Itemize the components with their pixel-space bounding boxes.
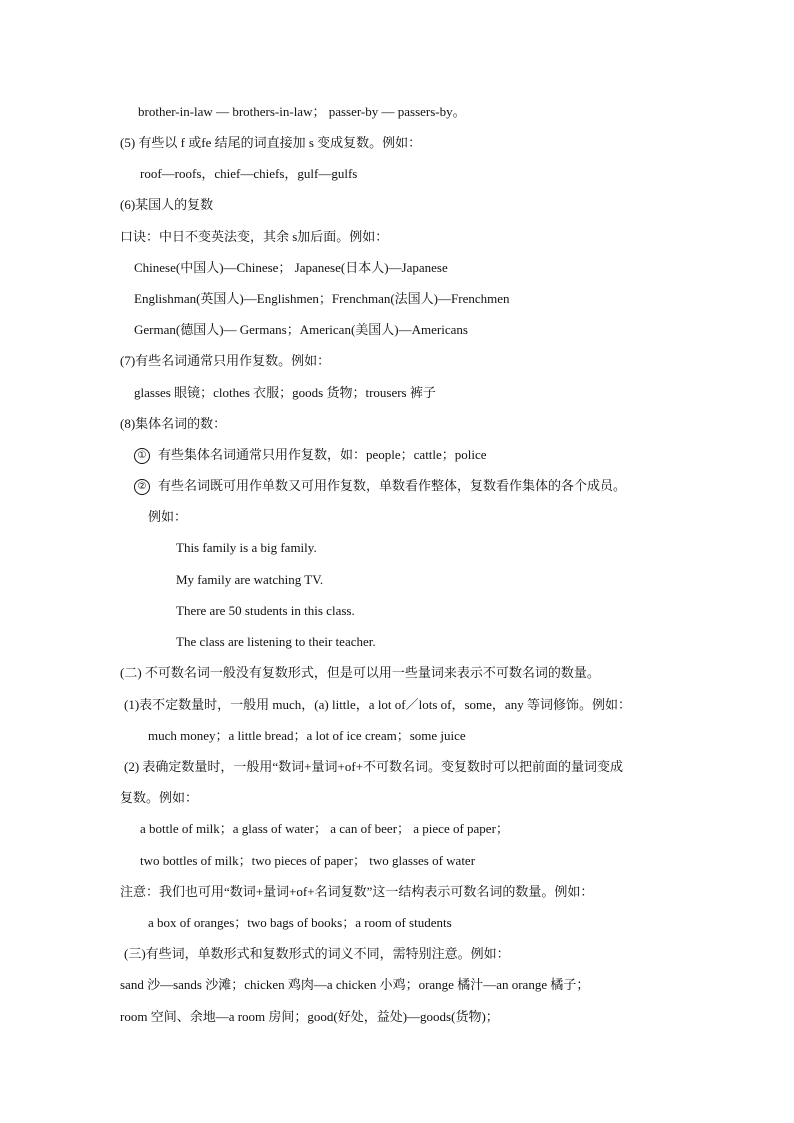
text-line: (6)某国人的复数 [120,197,214,212]
text-line: a bottle of milk；a glass of water； a can of beer； a piece of paper； [140,821,509,836]
text-line: room 空间、余地—a room 房间；good(好处，益处)—goods(货物)； [120,1009,499,1024]
text-line: 例如： [148,509,188,524]
list-item-text: 有些名词既可用作单数又可用作复数，单数看作整体，复数看作集体的各个成员。 [158,478,627,493]
text-line: (7)有些名词通常只用作复数。例如： [120,353,331,368]
text-line: 注意：我们也可用“数词+量词+of+名词复数”这一结构表示可数名词的数量。例如： [120,884,594,899]
list-item [134,477,626,495]
example-sentence: My family are watching TV. [176,572,324,587]
circled-number-1: ① [134,448,150,464]
text-line: Chinese(中国人)—Chinese； Japanese(日本人)—Japanese [134,260,448,275]
list-item-text: 有些集体名词通常只用作复数，如：people；cattle；police [158,447,487,462]
list-item [134,446,487,464]
text-line: (1)表不定数量时，一般用 much，(a) little，a lot of／lots of，some，any 等词修饰。例如： [124,697,631,712]
text-line: a box of oranges；two bags of books；a room of students [148,915,452,930]
circled-number-2: ② [134,479,150,495]
text-line: Englishman(英国人)—Englishmen；Frenchman(法国人)—Frenchmen [134,291,510,306]
text-line: German(德国人)— Germans；American(美国人)—Americans [134,322,468,337]
text-line: much money；a little bread；a lot of ice cream；some juice [148,728,466,743]
text-line: 复数。例如： [120,790,199,805]
section-heading: (二) 不可数名词一般没有复数形式，但是可以用一些量词来表示不可数名词的数量。 [120,665,600,680]
section-heading: (三)有些词，单数形式和复数形式的词义不同，需特别注意。例如： [124,946,510,961]
example-sentence: There are 50 students in this class. [176,603,355,618]
text-line: two bottles of milk；two pieces of paper； two glasses of water [140,853,476,868]
text-line: (2) 表确定数量时，一般用“数词+量词+of+不可数名词。变复数时可以把前面的量词变成 [124,759,624,774]
text-line: 口诀：中日不变英法变，其余 s加后面。例如： [120,229,389,244]
text-line: (5) 有些以 f 或fe 结尾的词直接加 s 变成复数。例如： [120,135,422,150]
example-sentence: The class are listening to their teacher. [176,634,376,649]
text-line: roof—roofs，chief—chiefs，gulf—gulfs [140,166,358,181]
text-line: sand 沙—sands 沙滩；chicken 鸡肉—a chicken 小鸡；orange 橘汁—an orange 橘子； [120,977,590,992]
text-line: brother-in-law — brothers-in-law； passer-by — passers-by。 [138,104,466,119]
text-line: (8)集体名词的数： [120,416,227,431]
text-line: glasses 眼镜；clothes 衣服；goods 货物；trousers 裤子 [134,385,436,400]
example-sentence: This family is a big family. [176,540,317,555]
